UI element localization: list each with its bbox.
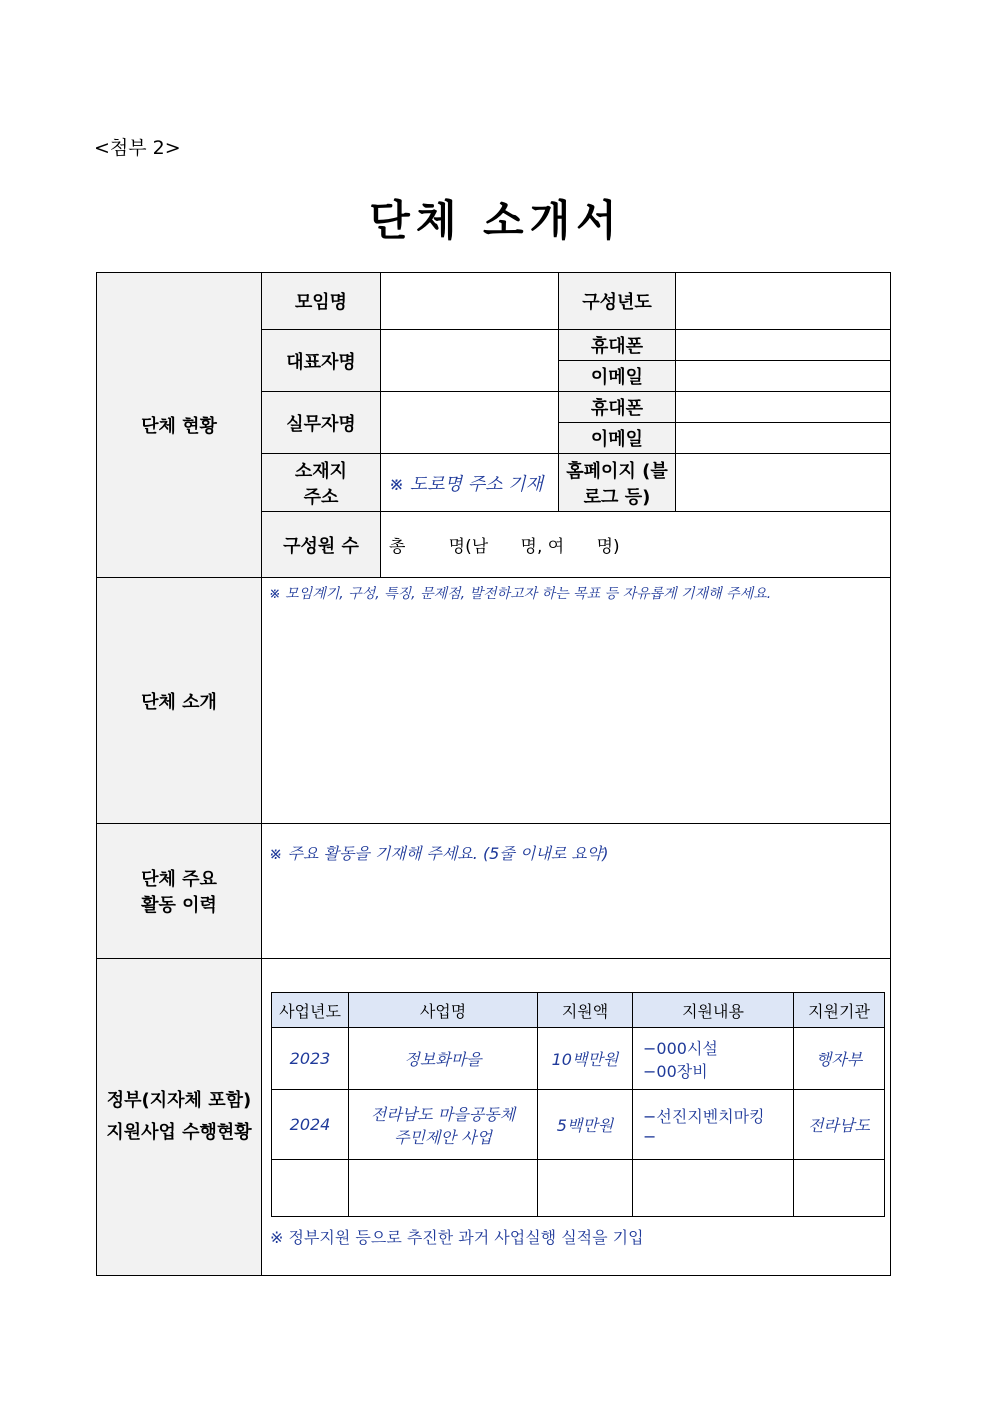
- attachment-label: <첨부 2>: [94, 137, 181, 159]
- support-cell: [262, 959, 891, 1276]
- row3-content[interactable]: [633, 1160, 794, 1217]
- row3-amount[interactable]: [538, 1160, 633, 1217]
- members-label: 구성원 수: [262, 512, 381, 578]
- table-row: [272, 1090, 885, 1160]
- row2-agency[interactable]: 전라남도: [794, 1090, 885, 1160]
- row1-amount[interactable]: 10백만원: [538, 1028, 633, 1090]
- row2-content[interactable]: −선진지벤치마킹 −: [633, 1090, 794, 1160]
- intro-field[interactable]: [262, 578, 891, 824]
- row2-project[interactable]: 전라남도 마을공동체 주민제안 사업: [349, 1090, 538, 1160]
- header-agency: 지원기관: [794, 993, 885, 1028]
- row1-year[interactable]: 2023: [272, 1028, 349, 1090]
- rep-mobile-label: 휴대폰: [559, 330, 676, 361]
- homepage-field[interactable]: [676, 454, 891, 512]
- intro-note: ※ 모임계기, 구성, 특징, 문제점, 발전하고자 하는 목표 등 자유롭게 기재해 주세요.: [269, 586, 772, 602]
- header-content: 지원내용: [633, 993, 794, 1028]
- founded-year-field[interactable]: [676, 273, 891, 330]
- row1-project[interactable]: 정보화마을: [349, 1028, 538, 1090]
- history-note: ※ 주요 활동을 기재해 주세요. (5줄 이내로 요약): [269, 844, 609, 863]
- group-name-label: 모임명: [262, 273, 381, 330]
- section-history-label: 단체 주요 활동 이력: [141, 869, 217, 916]
- support-table: [271, 992, 885, 1217]
- prac-mobile-label: 휴대폰: [559, 392, 676, 423]
- header-amount: 지원액: [538, 993, 633, 1028]
- section-intro-label: 단체 소개: [141, 691, 217, 713]
- prac-email-label: 이메일: [559, 423, 676, 454]
- row3-year[interactable]: [272, 1160, 349, 1217]
- homepage-label: 홈페이지 (블로그 등): [559, 454, 676, 512]
- section-history: [97, 824, 262, 959]
- support-footnote: ※ 정부지원 등으로 추진한 과거 사업실행 실적을 기입: [270, 1228, 644, 1247]
- members-field[interactable]: 총 명(남 명, 여 명): [381, 512, 891, 578]
- history-field[interactable]: [262, 824, 891, 959]
- table-row: [272, 1160, 885, 1217]
- address-field[interactable]: ※ 도로명 주소 기재: [381, 454, 559, 512]
- row1-agency[interactable]: 행자부: [794, 1028, 885, 1090]
- section-status-label: 단체 현황: [141, 416, 217, 437]
- section-support-label: 정부(지자체 포함) 지원사업 수행현황: [106, 1090, 252, 1143]
- section-intro: [97, 578, 262, 824]
- rep-email-label: 이메일: [559, 361, 676, 392]
- row3-agency[interactable]: [794, 1160, 885, 1217]
- header-project: 사업명: [349, 993, 538, 1028]
- representative-label: 대표자명: [262, 330, 381, 392]
- address-label: 소재지 주소: [262, 454, 381, 512]
- row2-amount[interactable]: 5백만원: [538, 1090, 633, 1160]
- section-status: [97, 273, 262, 578]
- practitioner-field[interactable]: [381, 392, 559, 454]
- prac-email-field[interactable]: [676, 423, 891, 454]
- intro-form-table: [96, 272, 891, 1276]
- section-support: [97, 959, 262, 1276]
- table-row: [272, 1028, 885, 1090]
- page-title: 단체 소개서: [369, 196, 623, 245]
- row3-project[interactable]: [349, 1160, 538, 1217]
- practitioner-label: 실무자명: [262, 392, 381, 454]
- founded-year-label: 구성년도: [559, 273, 676, 330]
- rep-email-field[interactable]: [676, 361, 891, 392]
- group-name-field[interactable]: [381, 273, 559, 330]
- representative-field[interactable]: [381, 330, 559, 392]
- header-year: 사업년도: [272, 993, 349, 1028]
- row2-year[interactable]: 2024: [272, 1090, 349, 1160]
- prac-mobile-field[interactable]: [676, 392, 891, 423]
- rep-mobile-field[interactable]: [676, 330, 891, 361]
- row1-content[interactable]: −000시설 −00장비: [633, 1028, 794, 1090]
